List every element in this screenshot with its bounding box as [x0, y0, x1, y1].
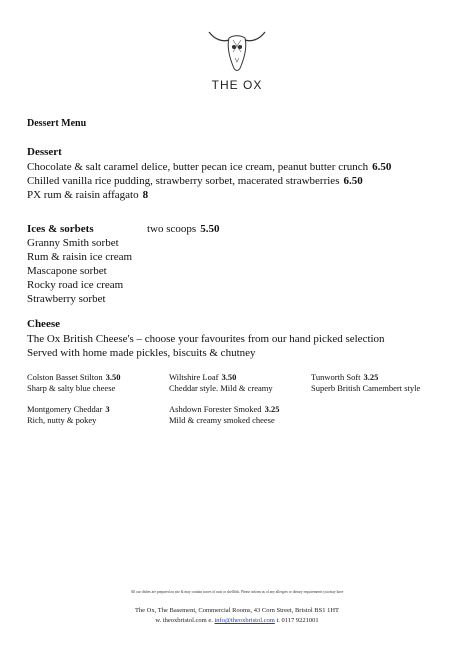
ices-heading: Ices & sorbets [27, 223, 94, 235]
cheese-item: Wiltshire Loaf 3.50 Cheddar style. Mild & creamy [169, 372, 273, 393]
brand-name: THE OX [211, 78, 263, 92]
ices-price: 5.50 [200, 223, 220, 235]
item-price: 6.50 [343, 175, 363, 187]
cheese-item: Colston Basset Stilton 3.50 Sharp & salty blue cheese [27, 372, 121, 393]
list-item: Mascapone sorbet [27, 265, 107, 277]
dessert-section [27, 146, 457, 202]
ices-section [27, 222, 457, 306]
cheese-heading: Cheese [27, 318, 60, 330]
menu-item: Chocolate & salt caramel delice, butter pecan ice cream, peanut butter crunch 6.50 [27, 161, 392, 173]
cheese-intro-line: The Ox British Cheese's – choose your favourites from our hand picked selection [27, 333, 385, 345]
item-price: 8 [142, 189, 149, 201]
list-item: Strawberry sorbet [27, 293, 106, 305]
menu-item: PX rum & raisin affagato 8 [27, 189, 149, 201]
cheese-item: Tunworth Soft 3.25 Superb British Camembert style [311, 372, 421, 393]
dessert-heading: Dessert [27, 146, 62, 158]
list-item: Rocky road ice cream [27, 279, 124, 291]
menu-content [27, 118, 457, 426]
cheese-item: Montgomery Cheddar 3 Rich, nutty & pokey [27, 404, 110, 425]
email-link[interactable]: info@theoxbristol.com [214, 617, 275, 624]
footer-contact [0, 606, 474, 626]
cheese-intro-line: Served with home made pickles, biscuits & chutney [27, 347, 256, 359]
cheese-list [27, 372, 457, 426]
ices-note: two scoops 5.50 [147, 223, 220, 235]
footer-address: The Ox, The Basement, Commercial Rooms, 43 Corn Street, Bristol BS1 1HT [134, 607, 340, 614]
footer-web-line: w. theoxbristol.com e. info@theoxbristol.com t. 0117 9221001 [155, 617, 319, 624]
menu-item: Chilled vanilla rice pudding, strawberry sorbet, macerated strawberries 6.50 [27, 175, 363, 187]
cheese-item: Ashdown Forester Smoked 3.25 Mild & creamy smoked cheese [169, 404, 280, 425]
logo [205, 26, 269, 96]
list-item: Rum & raisin ice cream [27, 251, 133, 263]
cheese-section [27, 318, 457, 426]
allergy-notice: All our dishes are prepared on site & may contain traces of nuts or shellfish. Please inform us of any allergies or dietary requirements you may have [130, 590, 344, 594]
ox-skull-icon [205, 26, 269, 76]
item-price: 6.50 [372, 161, 392, 173]
list-item: Granny Smith sorbet [27, 237, 119, 249]
menu-title: Dessert Menu [27, 118, 87, 129]
